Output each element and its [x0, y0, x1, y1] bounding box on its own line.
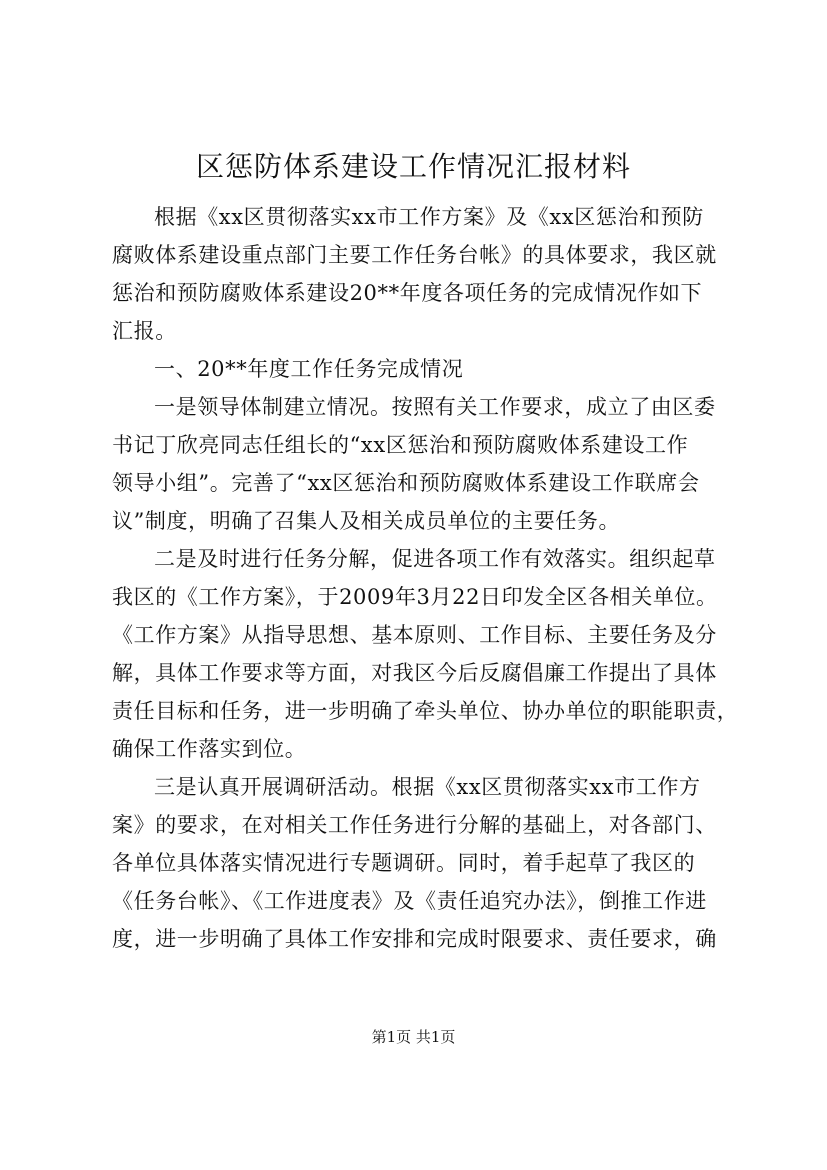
paragraph-3-line-1: 二是及时进行任务分解，促进各项工作有效落实。组织起草 — [154, 547, 716, 571]
paragraph-1-line-1: 根据《xx区贯彻落实xx市工作方案》及《xx区惩治和预防 — [154, 205, 704, 229]
paragraph-1-line-3: 惩治和预防腐败体系建设20**年度各项任务的完成情况作如下 — [112, 281, 703, 305]
section-heading: 一、20**年度工作任务完成情况 — [154, 357, 464, 381]
paragraph-4-line-1: 三是认真开展调研活动。根据《xx区贯彻落实xx市工作方 — [154, 775, 701, 799]
paragraph-2-line-3: 领导小组”。完善了“xx区惩治和预防腐败体系建设工作联席会 — [112, 471, 700, 495]
paragraph-4-line-4: 《任务台帐》、《工作进度表》及《责任追究办法》，倒推工作进 — [112, 889, 707, 913]
paragraph-2-line-4: 议”制度，明确了召集人及相关成员单位的主要任务。 — [112, 509, 621, 533]
paragraph-3-line-3: 《工作方案》从指导思想、基本原则、工作目标、主要任务及分 — [112, 623, 717, 647]
paragraph-1-line-2: 腐败体系建设重点部门主要工作任务台帐》的具体要求，我区就 — [112, 243, 717, 267]
paragraph-3-line-4: 解，具体工作要求等方面，对我区今后反腐倡廉工作提出了具体 — [112, 661, 717, 685]
paragraph-3-line-6: 确保工作落实到位。 — [112, 737, 307, 761]
paragraph-2-line-1: 一是领导体制建立情况。按照有关工作要求，成立了由区委 — [154, 395, 716, 419]
page-footer: 第1页 共1页 — [371, 1028, 456, 1046]
document-body — [112, 198, 739, 958]
paragraph-2-line-2: 书记丁欣亮同志任组长的“xx区惩治和预防腐败体系建设工作 — [112, 433, 689, 457]
paragraph-3-line-5: 责任目标和任务，进一步明确了牵头单位、协办单位的职能职责， — [112, 699, 739, 723]
document-title: 区惩防体系建设工作情况汇报材料 — [195, 150, 631, 183]
paragraph-4-line-2: 案》的要求，在对相关工作任务进行分解的基础上，对各部门、 — [112, 813, 717, 837]
paragraph-4-line-3: 各单位具体落实情况进行专题调研。同时，着手起草了我区的 — [112, 851, 696, 875]
paragraph-4-line-5: 度，进一步明确了具体工作安排和完成时限要求、责任要求，确 — [112, 927, 717, 951]
paragraph-1-line-4: 汇报。 — [112, 319, 177, 343]
paragraph-3-line-2: 我区的《工作方案》，于2009年3月22日印发全区各相关单位。 — [112, 585, 718, 609]
